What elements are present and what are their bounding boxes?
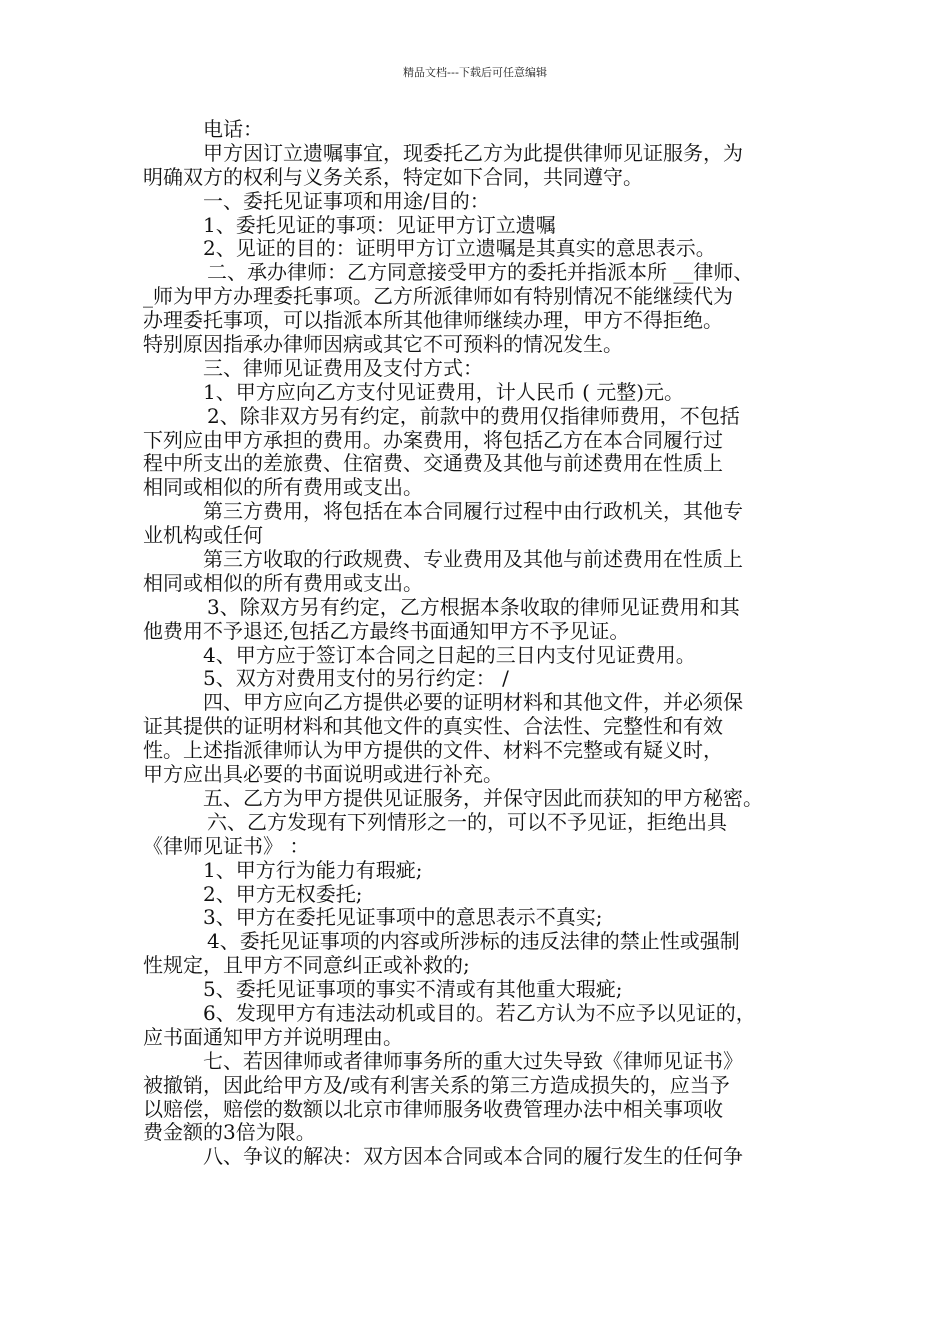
text-line: 性。上述指派律师认为甲方提供的文件、材料不完整或有疑义时，	[143, 739, 723, 763]
text-line: 下列应由甲方承担的费用。办案费用，将包括乙方在本合同履行过	[143, 428, 723, 452]
text-line: 二、承办律师：乙方同意接受甲方的委托并指派本所 __律师、	[207, 261, 754, 285]
text-line: 三、律师见证费用及支付方式：	[203, 356, 483, 380]
text-line: _师为甲方办理委托事项。乙方所派律师如有特别情况不能继续代为	[143, 285, 733, 309]
text-line: 2、见证的目的：证明甲方订立遗嘱是其真实的意思表示。	[203, 237, 716, 261]
text-line: 应书面通知甲方并说明理由。	[143, 1025, 403, 1049]
text-line: 2、甲方无权委托;	[203, 882, 363, 906]
text-line: 1、甲方应向乙方支付见证费用，计人民币 ( 元整)元。	[203, 380, 685, 404]
text-line: 5、双方对费用支付的另行约定： /	[203, 667, 509, 691]
text-line: 八、争议的解决：双方因本合同或本合同的履行发生的任何争	[203, 1145, 743, 1169]
text-line: 3、甲方在委托见证事项中的意思表示不真实;	[203, 906, 603, 930]
text-line: 第三方费用，将包括在本合同履行过程中由行政机关，其他专	[203, 500, 743, 524]
text-line: 一、委托见证事项和用途/目的：	[203, 189, 490, 213]
text-line: 程中所支出的差旅费、住宿费、交通费及其他与前述费用在性质上	[143, 452, 723, 476]
text-line: 1、委托见证的事项：见证甲方订立遗嘱	[203, 213, 556, 237]
text-line: 特别原因指承办律师因病或其它不可预料的情况发生。	[143, 333, 623, 357]
text-line: 相同或相似的所有费用或支出。	[143, 476, 423, 500]
text-line: 甲方应出具必要的书面说明或进行补充。	[143, 763, 503, 787]
text-line: 四、甲方应向乙方提供必要的证明材料和其他文件，并必须保	[203, 691, 743, 715]
page-header: 精品文档---下载后可任意编辑	[403, 66, 547, 79]
text-line: 他费用不予退还,包括乙方最终书面通知甲方不予见证。	[143, 619, 630, 643]
text-line: 第三方收取的行政规费、专业费用及其他与前述费用在性质上	[203, 548, 743, 572]
text-line: 性规定，且甲方不同意纠正或补救的;	[143, 954, 470, 978]
text-line: 五、乙方为甲方提供见证服务，并保守因此而获知的甲方秘密。	[203, 786, 763, 810]
text-line: 甲方因订立遗嘱事宜，现委托乙方为此提供律师见证服务，为	[203, 141, 743, 165]
text-line: 5、委托见证事项的事实不清或有其他重大瑕疵;	[203, 978, 623, 1002]
text-line: 七、若因律师或者律师事务所的重大过失导致《律师见证书》	[203, 1049, 743, 1073]
text-line: 办理委托事项，可以指派本所其他律师继续办理，甲方不得拒绝。	[143, 309, 723, 333]
text-line: 业机构或任何	[143, 524, 263, 548]
text-line: 4、委托见证事项的内容或所涉标的违反法律的禁止性或强制	[207, 930, 740, 954]
text-line: 《律师见证书》 ：	[143, 834, 310, 858]
text-line: 明确双方的权利与义务关系，特定如下合同，共同遵守。	[143, 165, 643, 189]
text-line: 1、甲方行为能力有瑕疵;	[203, 858, 423, 882]
text-line: 3、除双方另有约定，乙方根据本条收取的律师见证费用和其	[207, 595, 740, 619]
text-line: 被撤销，因此给甲方及/或有利害关系的第三方造成损失的，应当予	[143, 1073, 730, 1097]
text-line: 费金额的3倍为限。	[143, 1121, 316, 1145]
text-line: 6、发现甲方有违法动机或目的。若乙方认为不应予以见证的，	[203, 1001, 756, 1025]
text-line: 以赔偿，赔偿的数额以北京市律师服务收费管理办法中相关事项收	[143, 1097, 723, 1121]
text-line: 证其提供的证明材料和其他文件的真实性、合法性、完整性和有效	[143, 715, 723, 739]
text-line: 六、乙方发现有下列情形之一的，可以不予见证，拒绝出具	[207, 810, 727, 834]
text-line: 电话：	[203, 118, 263, 141]
document-body	[143, 118, 815, 1169]
text-line: 4、甲方应于签订本合同之日起的三日内支付见证费用。	[203, 643, 696, 667]
text-line: 相同或相似的所有费用或支出。	[143, 571, 423, 595]
text-line: 2、除非双方另有约定，前款中的费用仅指律师费用，不包括	[207, 404, 740, 428]
